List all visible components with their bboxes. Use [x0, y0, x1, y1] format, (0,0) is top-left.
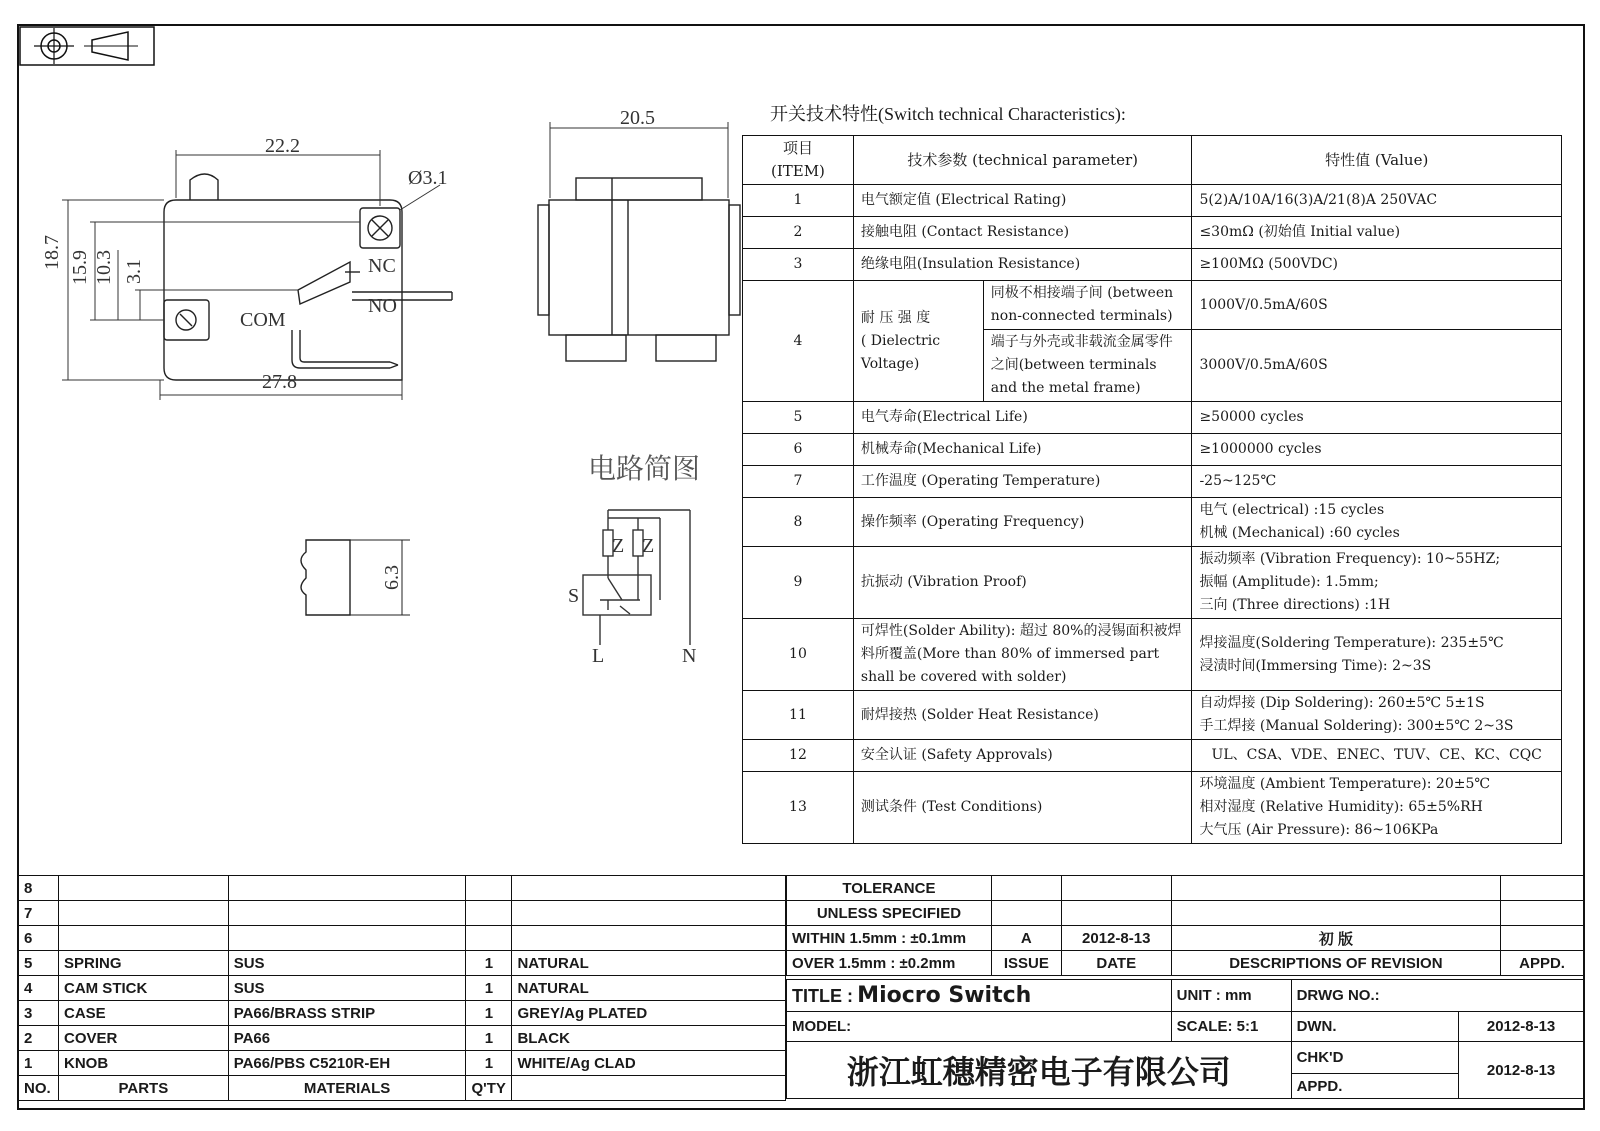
row-param: 耐 压 强 度 ( Dielectric Voltage) — [853, 281, 983, 402]
dim-15-9: 15.9 — [69, 250, 91, 285]
label-no: NO — [368, 295, 397, 317]
header-appd: APPD. — [1501, 951, 1584, 976]
unit-cell: UNIT : mm — [1171, 980, 1291, 1012]
front-view-dimensions — [550, 122, 728, 198]
row-param: 电气寿命(Electrical Life) — [853, 402, 1192, 434]
revision-block — [786, 875, 1584, 976]
dim-6-3: 6.3 — [381, 565, 403, 590]
title-cell: TITLE : Miocro Switch — [787, 980, 1172, 1012]
circuit-s: S — [568, 585, 580, 607]
row-no: 8 — [743, 498, 854, 547]
bom-no: 7 — [19, 901, 59, 926]
model-cell: MODEL: — [787, 1012, 1172, 1042]
circuit-z1: Z — [612, 535, 625, 557]
row-no: 12 — [743, 740, 854, 772]
rev-desc: 初 版 — [1171, 926, 1500, 951]
row-value: ≤30mΩ (初始值 Initial value) — [1192, 217, 1562, 249]
dim-22-2: 22.2 — [265, 135, 300, 157]
dim-3-1: 3.1 — [123, 259, 145, 284]
tolerance-over: OVER 1.5mm : ±0.2mm — [787, 951, 992, 976]
circuit-l: L — [592, 645, 605, 667]
bom-table — [18, 875, 786, 1101]
header-value: 特性值 (Value) — [1192, 136, 1562, 185]
row-param: 机械寿命(Mechanical Life) — [853, 434, 1192, 466]
row-no: 10 — [743, 619, 854, 691]
front-view — [538, 178, 740, 361]
row-subparam: 端子与外壳或非载流金属零件之间(between terminals and the metal frame) — [983, 330, 1192, 402]
dim-10-3: 10.3 — [93, 250, 115, 285]
row-value: ≥100MΩ (500VDC) — [1192, 249, 1562, 281]
bom-row: 4 CAM STICK SUS 1 NATURAL — [19, 976, 786, 1001]
row-param: 工作温度 (Operating Temperature) — [853, 466, 1192, 498]
row-value: 电气 (electrical) :15 cycles 机械 (Mechanical) :60 cycles — [1192, 498, 1562, 547]
circuit-z2: Z — [642, 535, 655, 557]
dim-18-7: 18.7 — [41, 235, 63, 270]
chkd-date: 2012-8-13 — [1459, 1042, 1584, 1099]
row-param: 抗振动 (Vibration Proof) — [853, 547, 1192, 619]
row-no: 9 — [743, 547, 854, 619]
dim-20-5: 20.5 — [620, 107, 655, 129]
rev-issue: A — [991, 926, 1061, 951]
row-param: 电气额定值 (Electrical Rating) — [853, 185, 1192, 217]
bom-row: 1 KNOB PA66/PBS C5210R-EH 1 WHITE/Ag CLAD — [19, 1051, 786, 1076]
row-param: 耐焊接热 (Solder Heat Resistance) — [853, 691, 1192, 740]
rev-date: 2012-8-13 — [1061, 926, 1171, 951]
row-param: 可焊性(Solder Ability): 超过 80%的浸锡面积被焊料所覆盖(More than 80% of immersed part shall be covered with solder) — [853, 619, 1192, 691]
row-value: UL、CSA、VDE、ENEC、TUV、CE、KC、CQC — [1192, 740, 1562, 772]
row-no: 1 — [743, 185, 854, 217]
bom-header: NO. PARTS MATERIALS Q'TY — [19, 1076, 786, 1101]
bom-row: 2 COVER PA66 1 BLACK — [19, 1026, 786, 1051]
projection-symbol — [20, 27, 154, 65]
row-no: 11 — [743, 691, 854, 740]
header-date: DATE — [1061, 951, 1171, 976]
dwn-date: 2012-8-13 — [1459, 1012, 1584, 1042]
scale-cell: SCALE: 5:1 — [1171, 1012, 1291, 1042]
row-value: 环境温度 (Ambient Temperature): 20±5℃ 相对湿度 (Relative Humidity): 65±5%RH 大气压 (Air Pressure): 86~106KPa — [1192, 772, 1562, 844]
row-value: 自动焊接 (Dip Soldering): 260±5℃ 5±1S 手工焊接 (Manual Soldering): 300±5℃ 2~3S — [1192, 691, 1562, 740]
chkd-label: CHK'D — [1291, 1042, 1459, 1074]
row-value: ≥1000000 cycles — [1192, 434, 1562, 466]
spec-table — [742, 135, 1562, 844]
header-item: 项目 (ITEM) — [743, 136, 854, 185]
tolerance-title: TOLERANCE — [787, 876, 992, 901]
spec-title: 开关技术特性(Switch technical Characteristics): — [770, 104, 1126, 124]
title-block — [786, 979, 1584, 1099]
dwn-label: DWN. — [1291, 1012, 1459, 1042]
header-issue: ISSUE — [991, 951, 1061, 976]
bom-row: 3 CASE PA66/BRASS STRIP 1 GREY/Ag PLATED — [19, 1001, 786, 1026]
row-subparam: 同极不相接端子间 (between non-connected terminals) — [983, 281, 1192, 330]
bom-no: 6 — [19, 926, 59, 951]
header-param: 技术参数 (technical parameter) — [853, 136, 1192, 185]
company-cell: 浙江虹穗精密电子有限公司 — [787, 1042, 1292, 1099]
row-value: 5(2)A/10A/16(3)A/21(8)A 250VAC — [1192, 185, 1562, 217]
appd-label: APPD. — [1291, 1074, 1459, 1099]
bom-row: 5 SPRING SUS 1 NATURAL — [19, 951, 786, 976]
row-no: 6 — [743, 434, 854, 466]
tolerance-subtitle: UNLESS SPECIFIED — [787, 901, 992, 926]
row-value: -25~125℃ — [1192, 466, 1562, 498]
circuit-n: N — [682, 645, 697, 667]
row-no: 7 — [743, 466, 854, 498]
header-desc: DESCRIPTIONS OF REVISION — [1171, 951, 1500, 976]
row-no: 13 — [743, 772, 854, 844]
row-no: 4 — [743, 281, 854, 402]
row-value: 振动频率 (Vibration Frequency): 10~55HZ; 振幅 (Amplitude): 1.5mm; 三向 (Three directions) :1H — [1192, 547, 1562, 619]
row-value: 1000V/0.5mA/60S — [1192, 281, 1562, 330]
row-no: 5 — [743, 402, 854, 434]
row-value: 3000V/0.5mA/60S — [1192, 330, 1562, 402]
row-value: ≥50000 cycles — [1192, 402, 1562, 434]
row-value: 焊接温度(Soldering Temperature): 235±5℃ 浸渍时间(Immersing Time): 2~3S — [1192, 619, 1562, 691]
dim-dia-3-1: Ø3.1 — [408, 167, 448, 189]
label-com: COM — [240, 309, 286, 331]
dim-27-8: 27.8 — [262, 371, 297, 393]
row-no: 2 — [743, 217, 854, 249]
tolerance-within: WITHIN 1.5mm : ±0.1mm — [787, 926, 992, 951]
label-nc: NC — [368, 255, 396, 277]
row-param: 测试条件 (Test Conditions) — [853, 772, 1192, 844]
row-param: 操作频率 (Operating Frequency) — [853, 498, 1192, 547]
row-param: 绝缘电阻(Insulation Resistance) — [853, 249, 1192, 281]
row-param: 接触电阻 (Contact Resistance) — [853, 217, 1192, 249]
circuit-title: 电路简图 — [588, 452, 701, 485]
row-no: 3 — [743, 249, 854, 281]
circuit-diagram — [583, 510, 690, 645]
drwg-no-cell: DRWG NO.: — [1291, 980, 1583, 1012]
bom-no: 8 — [19, 876, 59, 901]
row-param: 安全认证 (Safety Approvals) — [853, 740, 1192, 772]
